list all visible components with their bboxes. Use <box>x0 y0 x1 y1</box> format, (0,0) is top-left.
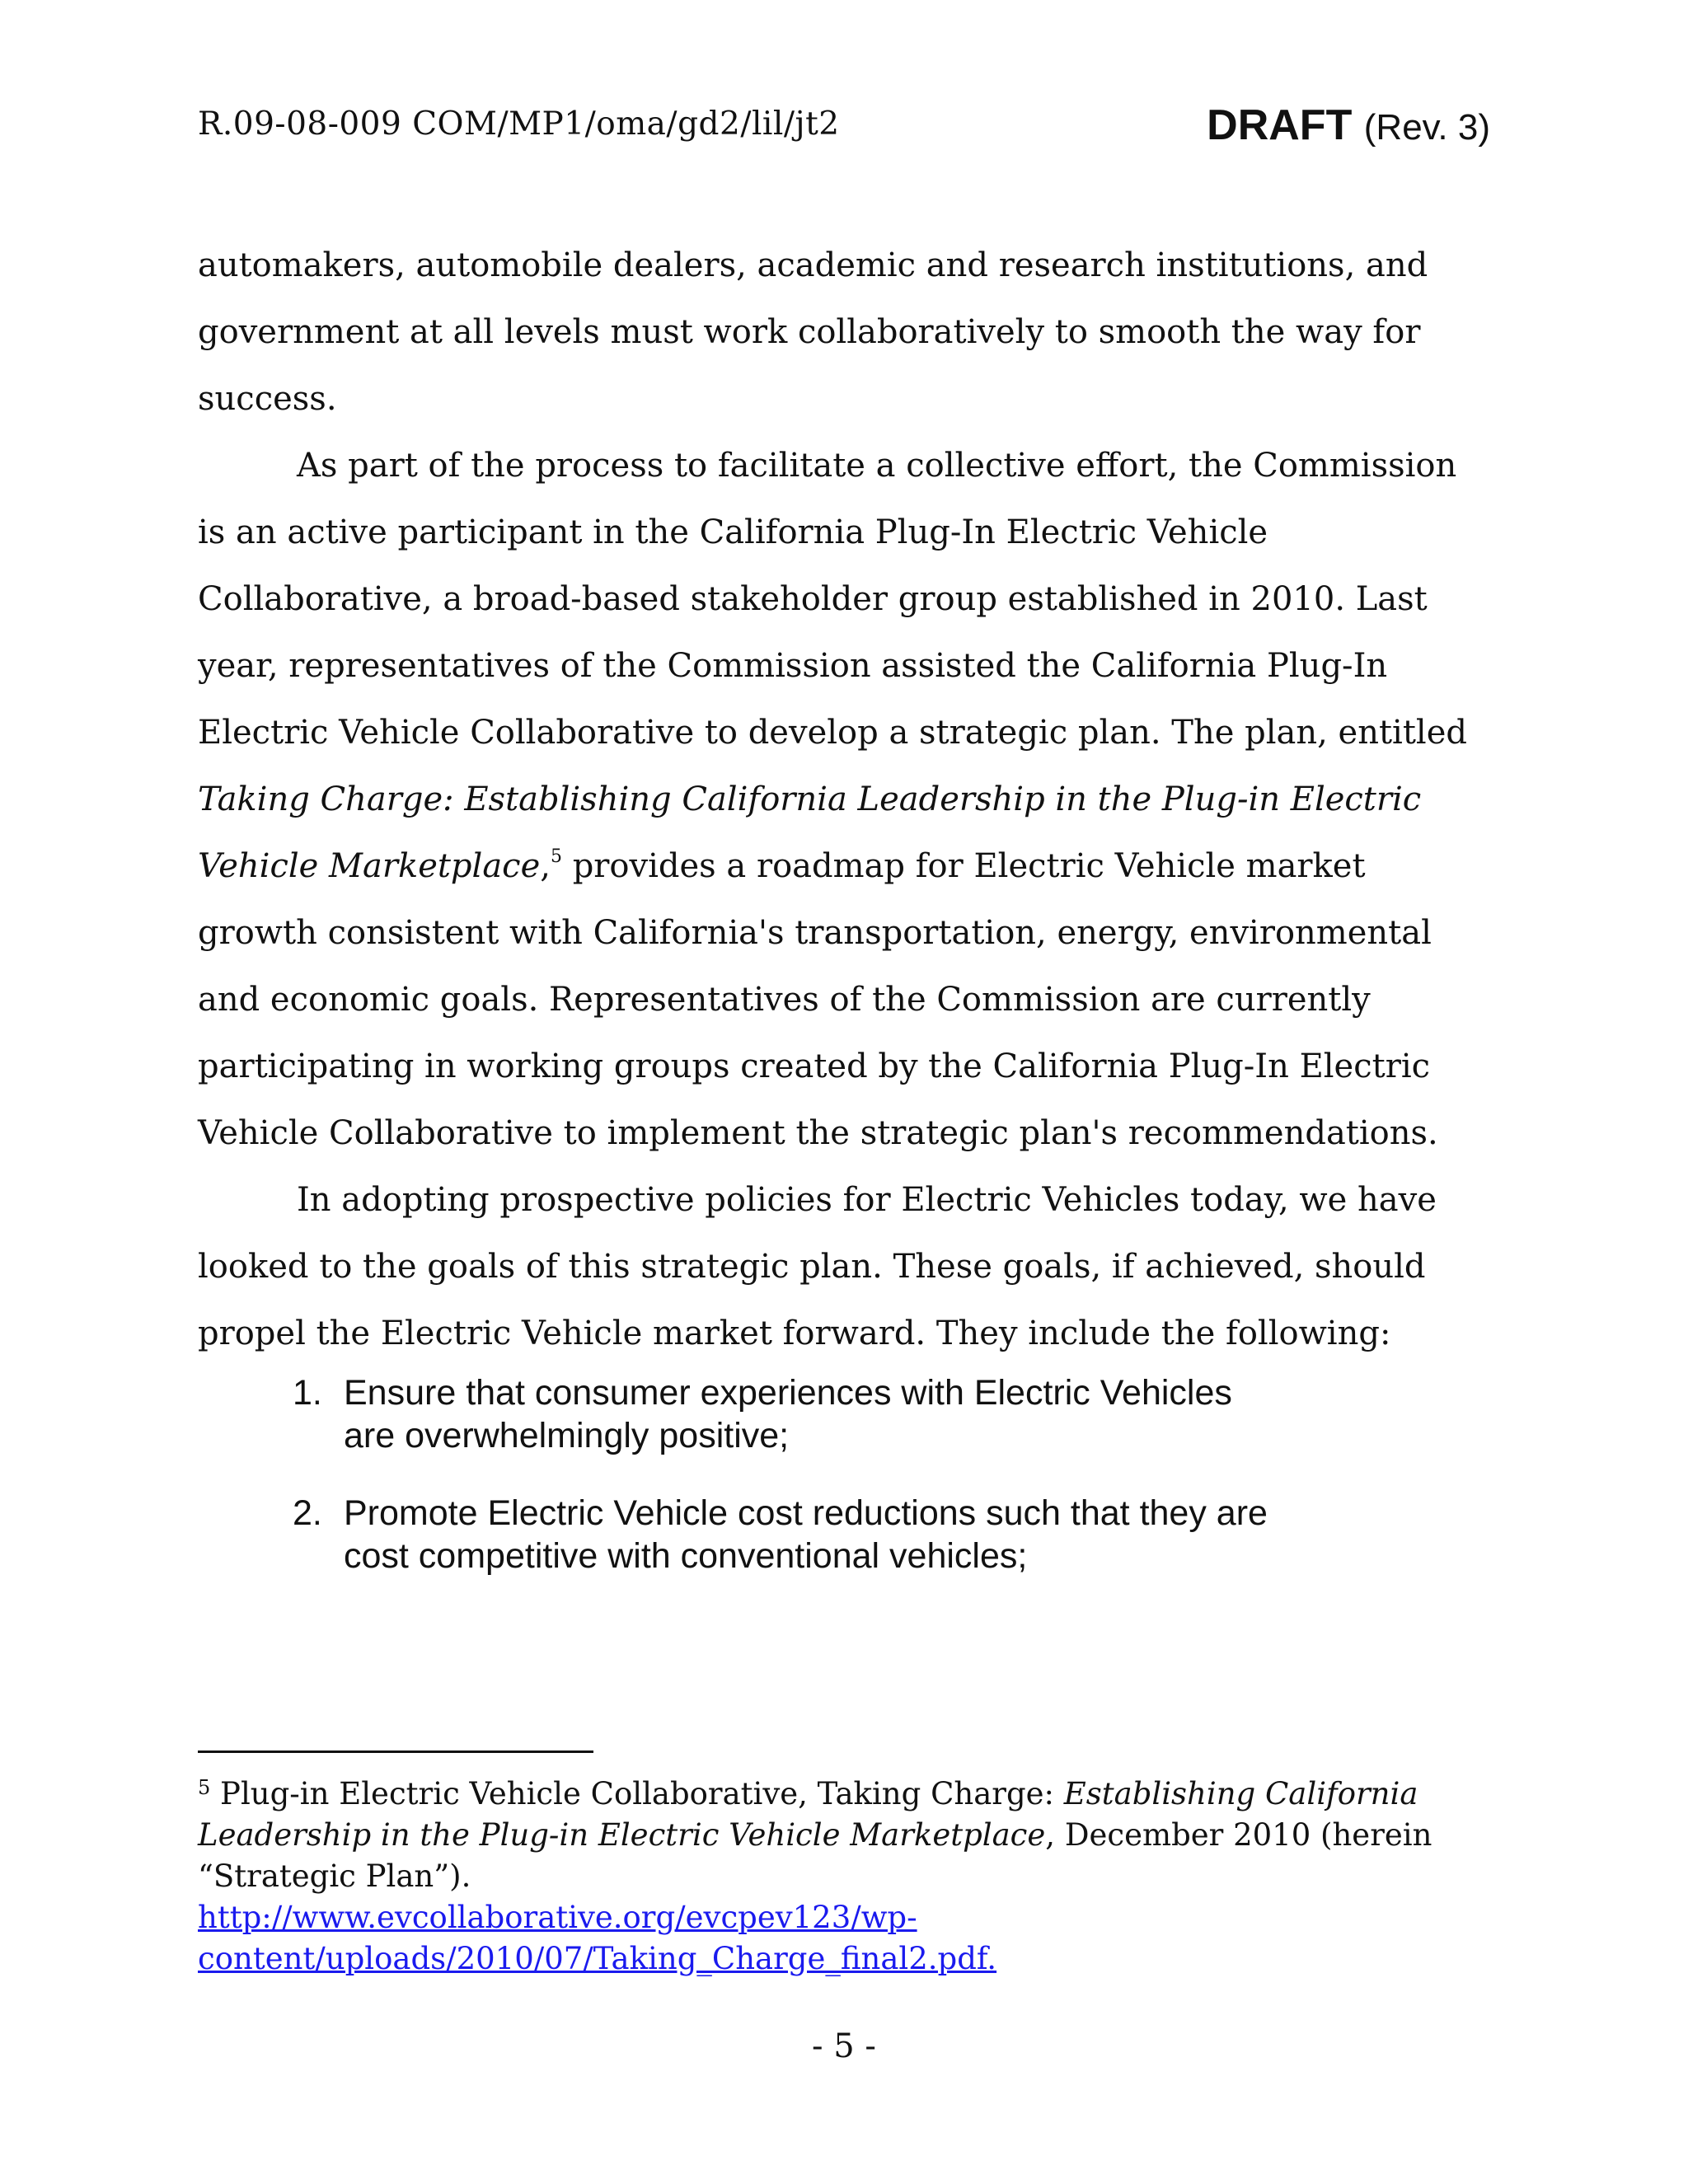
footnote-divider <box>198 1750 593 1753</box>
paragraph-1: automakers, automobile dealers, academic and research institutions, and government at all levels must work collaboratively to smooth the way for success. <box>198 246 1428 418</box>
footnote-link-line1[interactable]: http://www.evcollaborative.org/evcpev123/wp- <box>198 1900 917 1935</box>
footnote <box>198 1774 1500 1980</box>
list-text-line1: Ensure that consumer experiences with Electric Vehicles <box>344 1373 1232 1413</box>
list-text-line2: are overwhelmingly positive; <box>344 1416 790 1455</box>
draft-label <box>1207 101 1490 150</box>
revision-label: (Rev. 3) <box>1363 107 1490 148</box>
page-number: - 5 - <box>812 2027 876 2065</box>
list-item <box>293 1371 1381 1457</box>
footnote-text: Plug-in Electric Vehicle Collaborative, Taking Charge: <box>210 1776 1064 1811</box>
footnote-number: 5 <box>198 1776 211 1799</box>
paragraph-2 <box>198 433 1492 1167</box>
paragraph-3: In adopting prospective policies for Electric Vehicles today, we have looked to the goals of this strategic plan. These goals, if achieved, should propel the Electric Vehicle market forward. They include the following: <box>198 1181 1437 1352</box>
list-number: 1. <box>293 1373 322 1413</box>
paragraph-2-comma: , <box>540 847 551 885</box>
body-text <box>198 232 1492 1367</box>
footnote-link-line2[interactable]: content/uploads/2010/07/Taking_Charge_final2.pdf. <box>198 1941 997 1976</box>
plan-title: Taking Charge: Establishing California Leadership in the Plug-in Electric Vehicle Marketplace <box>198 780 1422 885</box>
list-text-line2: cost competitive with conventional vehicles; <box>344 1536 1028 1576</box>
footnote-text-end: , December 2010 (herein “Strategic Plan”). <box>198 1817 1432 1894</box>
list-number: 2. <box>293 1493 322 1533</box>
list-text-line1: Promote Electric Vehicle cost reductions such that they are <box>344 1493 1268 1533</box>
footnote-reference: 5 <box>550 846 562 867</box>
list-item <box>293 1492 1381 1577</box>
docket-number: R.09-08-009 COM/MP1/oma/gd2/lil/jt2 <box>198 105 840 143</box>
draft-word: DRAFT <box>1207 101 1353 149</box>
paragraph-2-intro: As part of the process to facilitate a collective effort, the Commission is an active participant in the California Plug-In Electric Vehicle Collaborative, a broad-based stakeholder group established in 2010. Last year, representatives of the Commission assisted the California Plug-In Electric Vehicle Collaborative to develop a strategic plan. The plan, entitled <box>198 447 1467 752</box>
paragraph-2-rest: provides a roadmap for Electric Vehicle market growth consistent with California's transportation, energy, environmental and economic goals. Representatives of the Commission are currently participating in working groups created by the California Plug-In Electric Vehicle Collaborative to implement the strategic plan's recommendations. <box>198 847 1438 1152</box>
footnote-title: Establishing California Leadership in the Plug-in Electric Vehicle Marketplace <box>198 1776 1418 1853</box>
